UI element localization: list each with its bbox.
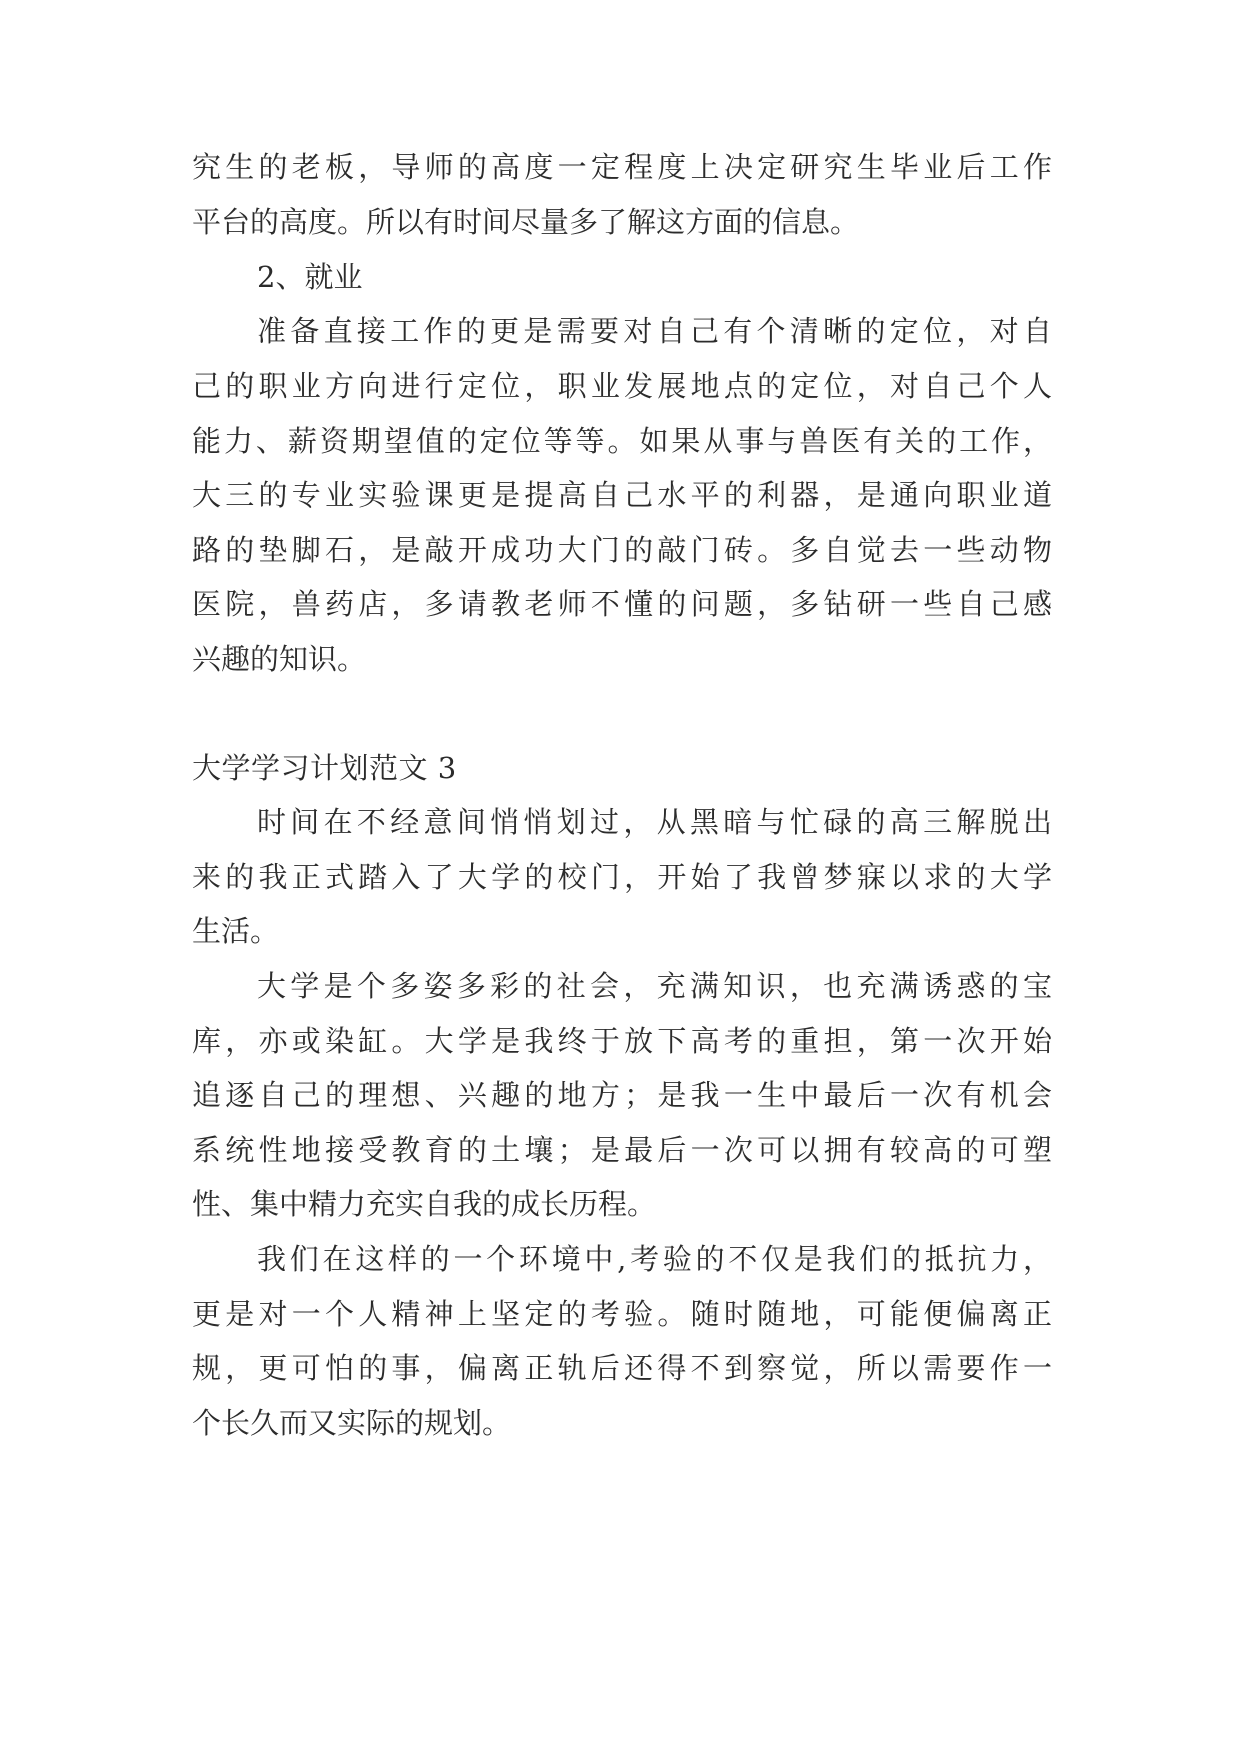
text-line: 医院，兽药店，多请教老师不懂的问题，多钻研一些自己感 [192,587,1052,621]
text-line: 平台的高度。所以有时间尽量多了解这方面的信息。 [192,205,860,239]
text-line: 追逐自己的理想、兴趣的地方；是我一生中最后一次有机会 [192,1078,1052,1112]
text-line: 生活。 [192,914,280,948]
text-line: 能力、薪资期望值的定位等等。如果从事与兽医有关的工作， [192,424,1052,458]
text-line: 个长久而又实际的规划。 [192,1406,512,1440]
text-line: 兴趣的知识。 [192,642,367,676]
text-line: 规，更可怕的事，偏离正轨后还得不到察觉，所以需要作一 [192,1351,1052,1385]
text-line: 己的职业方向进行定位，职业发展地点的定位，对自己个人 [192,369,1052,403]
text-line: 更是对一个人精神上坚定的考验。随时随地，可能便偏离正 [192,1297,1052,1331]
text-line: 路的垫脚石，是敲开成功大门的敲门砖。多自觉去一些动物 [192,533,1052,567]
text-line: 时间在不经意间悄悄划过，从黑暗与忙碌的高三解脱出 [257,805,1052,839]
article-title: 大学学习计划范文 3 [192,751,457,785]
text-line: 准备直接工作的更是需要对自己有个清晰的定位，对自 [257,314,1052,348]
text-line: 我们在这样的一个环境中,考验的不仅是我们的抵抗力， [257,1242,1052,1276]
text-line: 性、集中精力充实自我的成长历程。 [192,1187,657,1221]
section-heading: 2、就业 [257,260,363,294]
text-line: 来的我正式踏入了大学的校门，开始了我曾梦寐以求的大学 [192,860,1052,894]
text-line: 系统性地接受教育的土壤；是最后一次可以拥有较高的可塑 [192,1133,1052,1167]
text-line: 大三的专业实验课更是提高自己水平的利器，是通向职业道 [192,478,1052,512]
text-line: 库，亦或染缸。大学是我终于放下高考的重担，第一次开始 [192,1024,1052,1058]
text-line: 究生的老板，导师的高度一定程度上决定研究生毕业后工作 [192,150,1052,184]
text-line: 大学是个多姿多彩的社会，充满知识，也充满诱惑的宝 [257,969,1052,1003]
